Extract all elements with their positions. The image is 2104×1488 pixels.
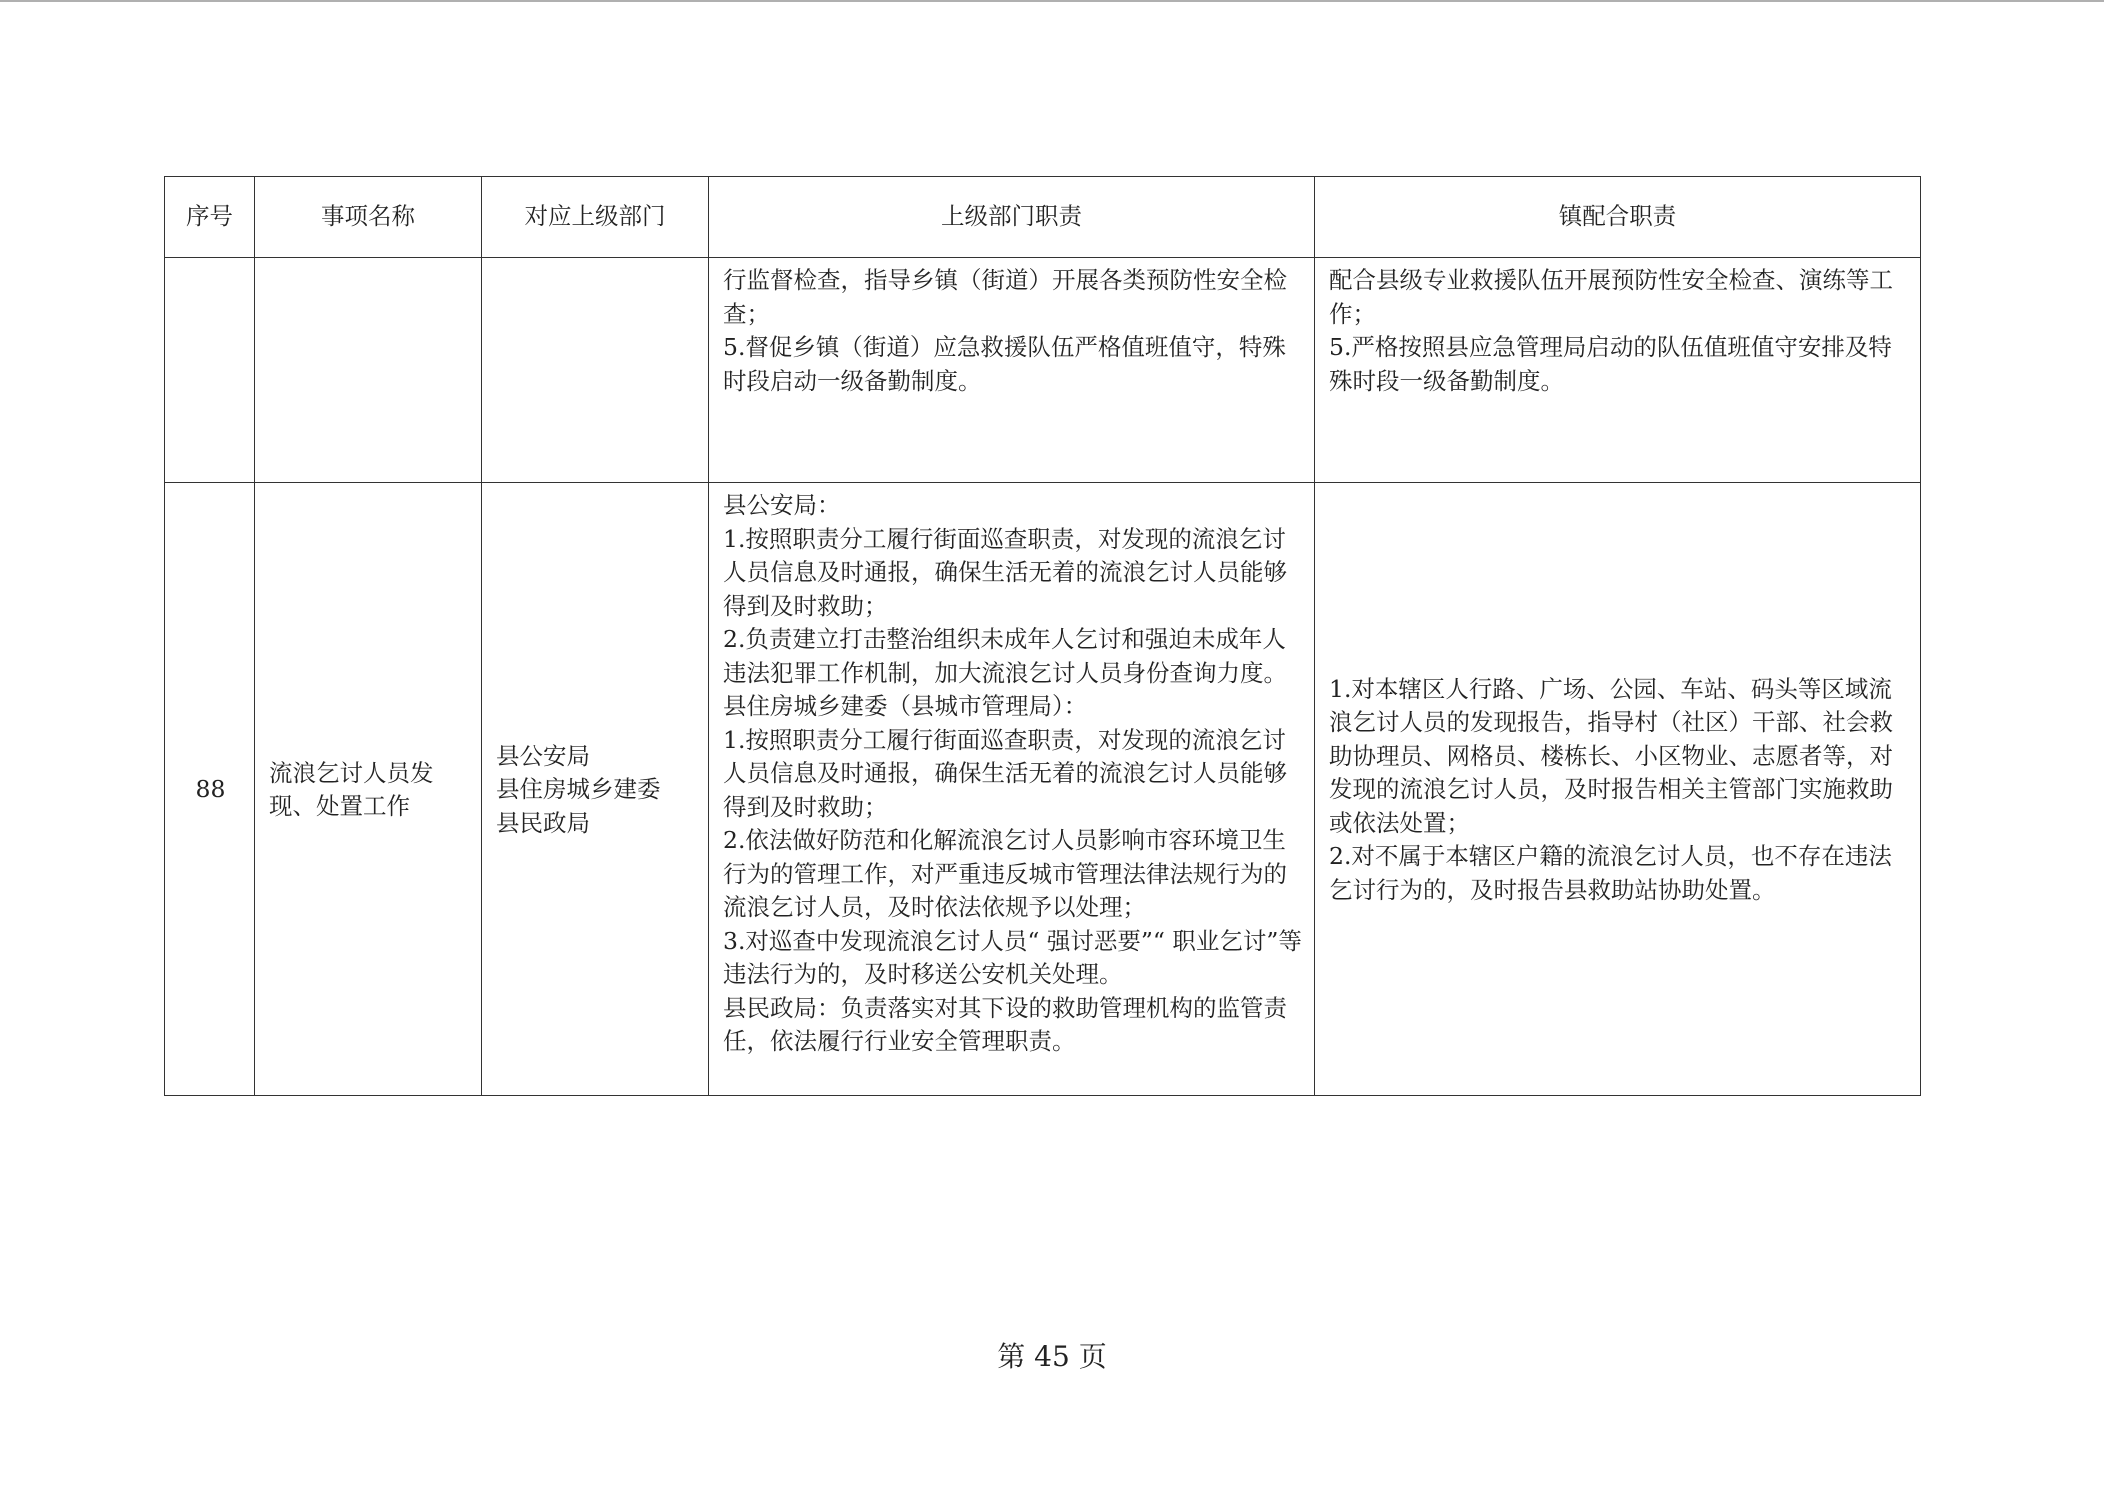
header-no: 序号 xyxy=(165,177,255,258)
town-duty-text: 1.对本辖区人行路、广场、公园、车站、码头等区域流浪乞讨人员的发现报告，指导村（社区）干部、社会救助协理员、网格员、楼栋长、小区物业、志愿者等，对发现的流浪乞讨人员，及时报告相关主管部门实施救助或依法处置； 2.对不属于本辖区户籍的流浪乞讨人员，也不存在违法乞讨行为的，及时报告县救助站协助处置。 xyxy=(1329,674,1893,904)
table-header-row xyxy=(165,177,1921,258)
item-name-text: 流浪乞讨人员发现、处置工作 xyxy=(269,758,434,820)
header-superior-duty: 上级部门职责 xyxy=(709,177,1315,258)
cell-item-name xyxy=(255,258,482,483)
table-row-continued xyxy=(165,258,1921,483)
cell-superior-duty xyxy=(709,258,1315,483)
table-row-88 xyxy=(165,483,1921,1096)
cell-department xyxy=(482,483,709,1096)
cell-item-name xyxy=(255,483,482,1096)
cell-town-duty xyxy=(1315,258,1921,483)
page-top-border xyxy=(0,0,2104,2)
cell-department xyxy=(482,258,709,483)
superior-duty-text: 行监督检查，指导乡镇（街道）开展各类预防性安全检查； 5.督促乡镇（街道）应急救援队伍严格值班值守，特殊时段启动一级备勤制度。 xyxy=(723,266,1287,395)
town-duty-text: 配合县级专业救援队伍开展预防性安全检查、演练等工作； 5.严格按照县应急管理局启动的队伍值班值守安排及特殊时段一级备勤制度。 xyxy=(1329,266,1893,395)
cell-town-duty xyxy=(1315,483,1921,1096)
cell-no xyxy=(165,258,255,483)
header-department: 对应上级部门 xyxy=(482,177,709,258)
department-text: 县公安局 县住房城乡建委 县民政局 xyxy=(496,741,661,837)
page-number: 第 45 页 xyxy=(997,1340,1107,1373)
header-town-duty: 镇配合职责 xyxy=(1315,177,1921,258)
cell-no: 88 xyxy=(165,483,255,1096)
cell-superior-duty xyxy=(709,483,1315,1096)
header-item-name: 事项名称 xyxy=(255,177,482,258)
duty-table xyxy=(164,176,1921,1096)
superior-duty-text: 县公安局： 1.按照职责分工履行街面巡查职责，对发现的流浪乞讨人员信息及时通报，确保生活无着的流浪乞讨人员能够得到及时救助； 2.负责建立打击整治组织未成年人乞讨和强迫未成年人违法犯罪工作机制，加大流浪乞讨人员身份查询力度。 县住房城乡建委（县城市管理局）： 1.按照职责分工履行街面巡查职责，对发现的流浪乞讨人员信息及时通报，确保生活无着的流浪乞讨人员能够得到及时救助； 2.依法做好防范和化解流浪乞讨人员影响市容环境卫生行为的管理工作，对严重违反城市管理法律法规行为的流浪乞讨人员，及时依法依规予以处理； 3.对巡查中发现流浪乞讨人员“ 强讨恶要”“ 职业乞讨”等违法行为的，及时移送公安机关处理。 县民政局：负责落实对其下设的救助管理机构的监管责任，依法履行行业安全管理职责。 xyxy=(723,491,1302,1055)
